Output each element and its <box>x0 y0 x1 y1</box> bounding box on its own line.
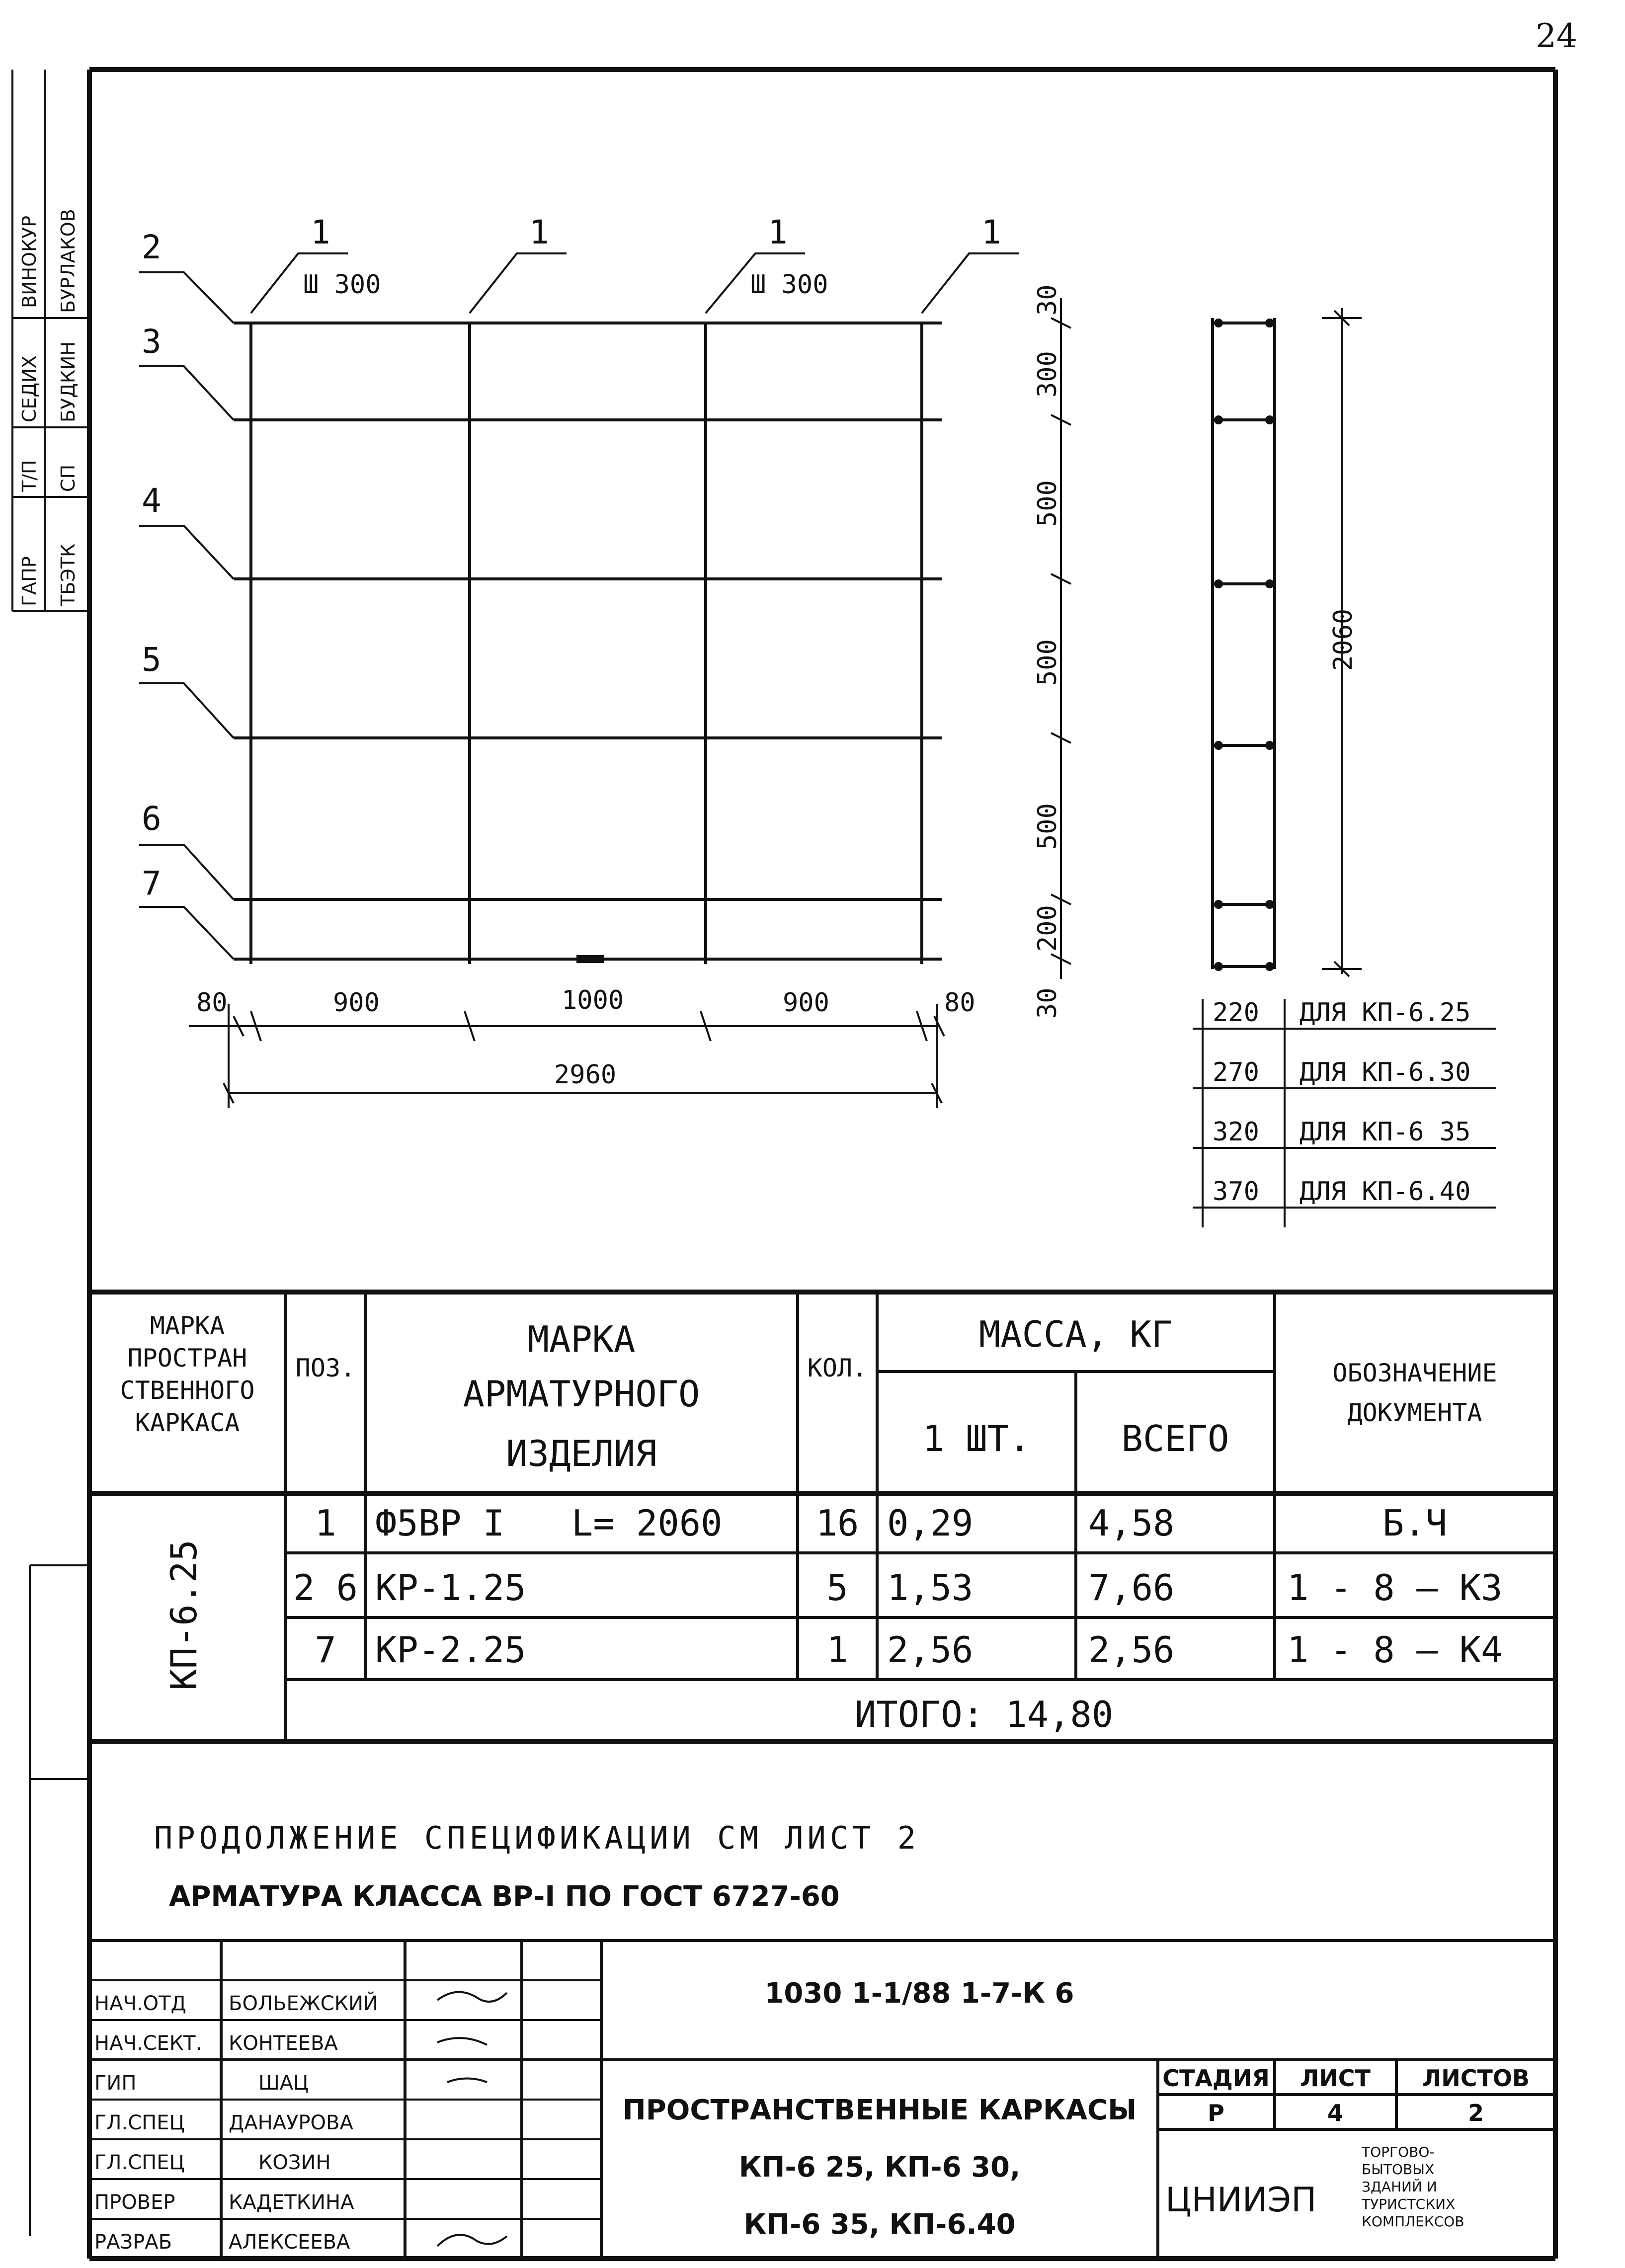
hdr-mass-one: 1 ШТ. <box>922 1418 1031 1459</box>
tb-role-6: ПРОВЕР <box>94 2191 175 2214</box>
pos-label-2: 2 <box>142 228 162 266</box>
width-label-630: ДЛЯ КП-6.30 <box>1300 1057 1471 1087</box>
tb-role-3: ГИП <box>94 2072 137 2095</box>
stamp-gapr: ГАПР <box>18 556 40 606</box>
width-220: 220 <box>1213 998 1259 1028</box>
tb-stage: Р <box>1208 2100 1224 2126</box>
row2-item: КР-1.25 <box>375 1567 526 1609</box>
tb-sheets-label: ЛИСТОВ <box>1422 2065 1530 2092</box>
note-rebar-class: АРМАТУРА КЛАССА ВР-I ПО ГОСТ 6727-60 <box>169 1880 840 1913</box>
tb-name-1: БОЛЬЕЖСКИЙ <box>229 1992 378 2015</box>
width-label-625: ДЛЯ КП-6.25 <box>1300 998 1471 1028</box>
tb-name-2: КОНТЕЕВА <box>229 2032 338 2055</box>
hdr-doc-l2: ДОКУМЕНТА <box>1347 1398 1482 1427</box>
stamp-sp: СП <box>57 464 79 492</box>
row1-mass-all: 4,58 <box>1088 1502 1175 1544</box>
tb-name-6: КАДЕТКИНА <box>229 2191 354 2214</box>
width-label-635: ДЛЯ КП-6 35 <box>1300 1117 1471 1147</box>
hdim-900-left: 900 <box>333 988 380 1018</box>
callout-1b: 1 <box>529 213 549 251</box>
row2-doc: 1 - 8 — К3 <box>1287 1567 1503 1609</box>
row2-mass-one: 1,53 <box>887 1567 974 1609</box>
hdr-mark-l1: МАРКА <box>150 1311 225 1340</box>
row1-pos: 1 <box>315 1502 336 1544</box>
hdr-mark-l4: КАРКАСА <box>135 1408 240 1437</box>
hdr-doc-l1: ОБОЗНАЧЕНИЕ <box>1332 1359 1497 1387</box>
tb-org-sub-5: КОМПЛЕКСОВ <box>1362 2213 1464 2230</box>
tb-name-4: ДАНАУРОВА <box>229 2111 353 2134</box>
row2-mass-all: 7,66 <box>1088 1567 1175 1609</box>
tb-sheet: 4 <box>1327 2100 1344 2126</box>
vdim-500b: 500 <box>1033 639 1062 686</box>
width-370: 370 <box>1213 1177 1259 1207</box>
width-label-640: ДЛЯ КП-6.40 <box>1300 1177 1471 1207</box>
row1-qty: 16 <box>815 1502 859 1544</box>
hdr-mark-l3: СТВЕННОГО <box>120 1376 255 1405</box>
spec-row-1 <box>315 1502 1447 1544</box>
signature-marks <box>437 1992 507 2246</box>
row3-mass-all: 2,56 <box>1088 1629 1175 1671</box>
vdim-30-top: 30 <box>1033 284 1062 316</box>
row3-qty: 1 <box>826 1629 848 1671</box>
vertical-dimension-chain <box>1051 298 1071 979</box>
row2-qty: 5 <box>826 1567 848 1609</box>
vdim-300: 300 <box>1033 351 1062 398</box>
hdr-mass: МАССА, КГ <box>978 1313 1173 1355</box>
spec-row-2 <box>293 1567 1503 1609</box>
callout-1c: 1 <box>768 213 788 251</box>
tb-org-sub-3: ЗДАНИЙ И <box>1362 2179 1437 2195</box>
row1-length: L= 2060 <box>571 1502 723 1544</box>
tb-org-sub-1: ТОРГОВО- <box>1362 2144 1435 2160</box>
weld-note-1: Ш 300 <box>303 270 381 300</box>
tb-name-3: ШАЦ <box>258 2072 309 2095</box>
row3-pos: 7 <box>315 1629 336 1671</box>
tb-role-1: НАЧ.ОТД <box>94 1992 186 2015</box>
vdim-500a: 500 <box>1033 480 1062 527</box>
row3-mass-one: 2,56 <box>887 1629 974 1671</box>
row2-pos: 2 6 <box>293 1567 358 1609</box>
frame-elevation <box>139 253 1019 964</box>
page-number: 24 <box>1536 17 1577 55</box>
horizontal-dimension-chain <box>189 1004 944 1108</box>
tb-org-sub-4: ТУРИСТСКИХ <box>1362 2196 1456 2212</box>
hdr-mass-all: ВСЕГО <box>1121 1418 1229 1459</box>
note-continuation: ПРОДОЛЖЕНИЕ СПЕЦИФИКАЦИИ СМ ЛИСТ 2 <box>154 1820 920 1856</box>
callout-1a: 1 <box>311 213 330 251</box>
section-height-2060: 2060 <box>1328 608 1358 671</box>
hdim-900-right: 900 <box>783 988 829 1018</box>
tb-title-l1: ПРОСТРАНСТВЕННЫЕ КАРКАСЫ <box>622 2094 1137 2126</box>
pos-label-6: 6 <box>142 800 162 838</box>
tb-code: 1030 1-1/88 1-7-К 6 <box>764 1977 1074 2010</box>
vdim-30-bottom: 30 <box>1033 987 1062 1019</box>
width-270: 270 <box>1213 1057 1259 1087</box>
spec-total: ИТОГО: 14,80 <box>855 1694 1114 1735</box>
row3-doc: 1 - 8 — К4 <box>1287 1629 1503 1671</box>
width-320: 320 <box>1213 1117 1259 1147</box>
stamp-tp: Т/П <box>18 460 40 492</box>
tb-title-l2: КП-6 25, КП-6 30, <box>738 2151 1021 2184</box>
tb-sheets: 2 <box>1467 2100 1484 2126</box>
tb-title-l3: КП-6 35, КП-6.40 <box>743 2208 1016 2241</box>
hdr-item-l3: ИЗДЕЛИЯ <box>506 1433 657 1474</box>
callout-1d: 1 <box>981 213 1001 251</box>
hdim-80-right: 80 <box>944 988 975 1018</box>
hdr-pos: ПОЗ. <box>295 1354 356 1382</box>
spec-row-3 <box>315 1629 1502 1671</box>
stamp-burlakov: БУРЛАКОВ <box>57 209 79 313</box>
row1-item: Ф5ВР I <box>375 1502 505 1544</box>
weld-note-2: Ш 300 <box>750 270 828 300</box>
tb-org: ЦНИИЭП <box>1165 2181 1317 2220</box>
hdim-80-left: 80 <box>196 988 228 1018</box>
sheet-frame <box>89 70 1555 2259</box>
row1-mass-one: 0,29 <box>887 1502 974 1544</box>
tb-role-7: РАЗРАБ <box>94 2231 172 2254</box>
stamp-budkin: БУДКИН <box>57 341 79 422</box>
tb-role-4: ГЛ.СПЕЦ <box>94 2111 185 2134</box>
hdr-item-l2: АРМАТУРНОГО <box>463 1373 700 1415</box>
hdim-total-2960: 2960 <box>554 1060 617 1090</box>
hdr-qty: КОЛ. <box>807 1354 868 1382</box>
hdim-1000: 1000 <box>562 985 624 1015</box>
group-mark: КП-6.25 <box>163 1539 205 1691</box>
stamp-sedikh: СЕДИХ <box>18 355 40 422</box>
pos-label-5: 5 <box>142 641 162 679</box>
hdr-mark-l2: ПРОСТРАН <box>127 1344 247 1373</box>
stamp-vinokur: ВИНОКУР <box>18 215 40 308</box>
row1-doc: Б.Ч <box>1382 1502 1448 1544</box>
tb-sheet-label: ЛИСТ <box>1300 2065 1371 2092</box>
vdim-200: 200 <box>1033 905 1062 952</box>
tb-name-5: КОЗИН <box>258 2151 331 2174</box>
tb-stage-label: СТАДИЯ <box>1162 2065 1270 2092</box>
pos-label-4: 4 <box>142 482 162 520</box>
tb-org-sub-2: БЫТОВЫХ <box>1362 2161 1435 2178</box>
pos-label-7: 7 <box>142 864 162 902</box>
tb-name-7: АЛЕКСЕЕВА <box>229 2231 350 2254</box>
tb-role-2: НАЧ.СЕКТ. <box>94 2032 202 2055</box>
vdim-500c: 500 <box>1033 803 1062 850</box>
stamp-tbetk: ТБЭТК <box>57 543 79 606</box>
pos-label-3: 3 <box>142 323 162 361</box>
row3-item: КР-2.25 <box>375 1629 526 1671</box>
hdr-item-l1: МАРКА <box>527 1318 636 1360</box>
tb-role-5: ГЛ.СПЕЦ <box>94 2151 185 2174</box>
side-stamp <box>12 70 89 2236</box>
